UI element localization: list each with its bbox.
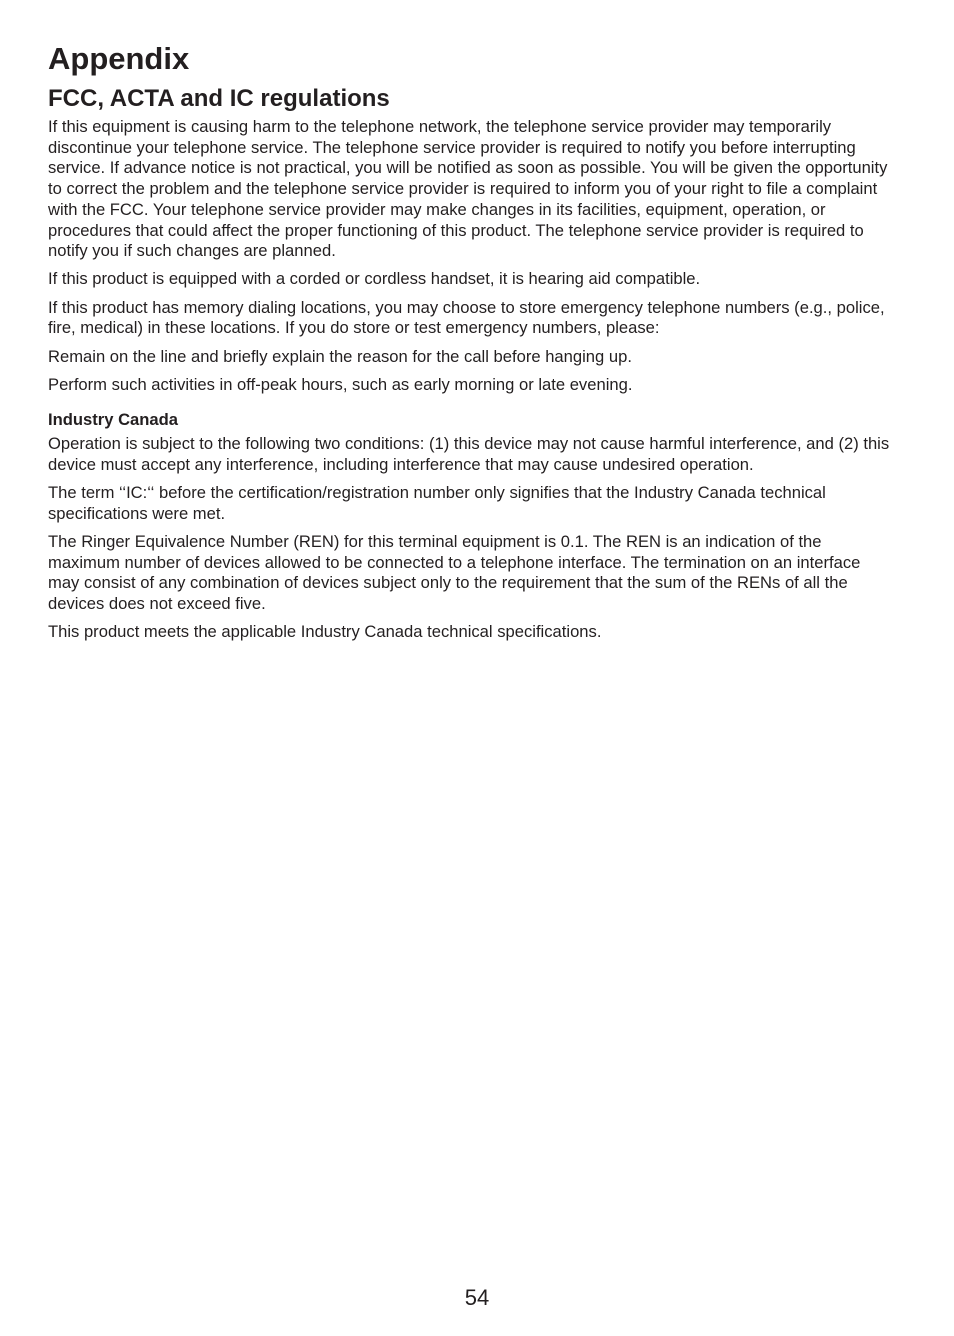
section-title: FCC, ACTA and IC regulations bbox=[48, 85, 390, 112]
page-title: Appendix bbox=[48, 41, 190, 76]
fcc-paragraph-memory-dialing: If this product has memory dialing locations, you may choose to store emergency telephone numbers (e.g., police, fire, medical) in these locations. If you do store or test emergency numbers, please: bbox=[48, 297, 885, 338]
fcc-paragraph-off-peak: Perform such activities in off-peak hours, such as early morning or late evening. bbox=[48, 374, 633, 394]
industry-canada-heading: Industry Canada bbox=[48, 410, 179, 430]
page-content bbox=[48, 38, 896, 650]
ic-paragraph-term: The term ‘‘IC:‘‘ before the certification/registration number only signifies that the Industry Canada technical specifications were met. bbox=[48, 483, 826, 523]
ic-paragraph-ren: The Ringer Equivalence Number (REN) for this terminal equipment is 0.1. The REN is an indication of the maximum number of devices allowed to be connected to a telephone interface. The termination on an interface may consist of any combination of devices subject only to the requirement that the sum of the RENs of all the devices does not exceed five. bbox=[48, 531, 861, 614]
fcc-paragraph-service: If this equipment is causing harm to the telephone network, the telephone service provider may temporarily discontinue your telephone service. The telephone service provider is required to notify you before interrupting service. If advance notice is not practical, you will be notified as soon as possible. You will be given the opportunity to correct the problem and the telephone service provider is required to inform you of your right to file a complaint with the FCC. Your telephone service provider may make changes in its facilities, equipment, operation, or procedures that could affect the proper functioning of this product. The telephone service provider is required to notify you if such changes are planned. bbox=[48, 117, 888, 261]
fcc-paragraph-remain-on-line: Remain on the line and briefly explain the reason for the call before hanging up. bbox=[48, 346, 632, 366]
fcc-paragraph-hearing-aid: If this product is equipped with a corded or cordless handset, it is hearing aid compatible. bbox=[48, 269, 701, 289]
page-number: 54 bbox=[464, 1285, 490, 1310]
ic-paragraph-specifications: This product meets the applicable Industry Canada technical specifications. bbox=[48, 622, 602, 642]
ic-paragraph-conditions: Operation is subject to the following two conditions: (1) this device may not cause harmful interference, and (2) this device must accept any interference, including interference that may cause undesired operation. bbox=[48, 434, 890, 474]
